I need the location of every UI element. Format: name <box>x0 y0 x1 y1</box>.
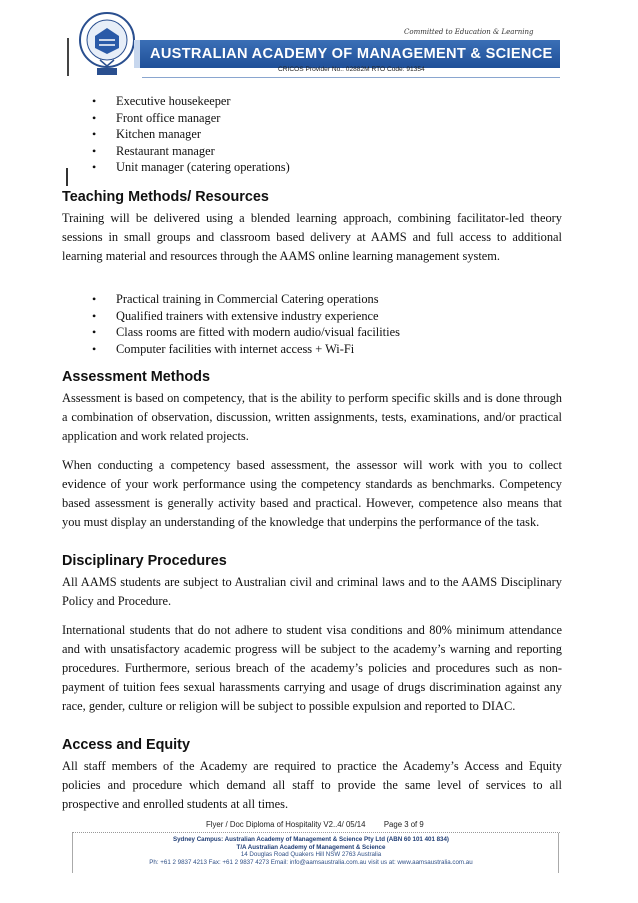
list-item: • Restaurant manager <box>92 143 290 160</box>
disciplinary-paragraph-2: International students that do not adhere to student visa conditions and 80% minimum attendance and with unsatisfactory academic progress will be subject to the academy’s warning and reporting procedures. Furthermore, serious breach of the academy’s policies and procedures such as non-payment of tuition fees sexual harassments carrying and usage of drugs discrimination against any race, gender, culture or religion will be subject to possible expulsion and reported to DIAC. <box>62 623 562 713</box>
footer-left-rule <box>72 833 73 873</box>
header-divider <box>142 77 560 78</box>
teaching-heading: Teaching Methods/ Resources <box>62 189 269 205</box>
list-item: • Class rooms are fitted with modern audio/visual facilities <box>92 324 400 341</box>
list-item: • Qualified trainers with extensive industry experience <box>92 308 400 325</box>
careers-list <box>92 93 290 176</box>
contact-line: Ph: +61 2 9837 4213 Fax: +61 2 9837 4273 Email: info@aamsaustralia.com.au visit us at: www.aamsaustralia.com.au <box>149 858 473 866</box>
disciplinary-heading: Disciplinary Procedures <box>62 553 227 569</box>
assessment-heading: Assessment Methods <box>62 369 210 385</box>
footer-right-rule <box>558 833 559 873</box>
list-item: • Kitchen manager <box>92 126 290 143</box>
assessment-paragraph-2: When conducting a competency based assessment, the assessor will work with you to collect evidence of your work performance using the competency standards as benchmarks. Competency based assessment is generally activity based and practical. However, competence also means that you must display an understanding of the knowledge that underpins the performance of the task. <box>62 458 562 529</box>
footer-reference <box>206 820 424 829</box>
access-heading: Access and Equity <box>62 737 190 753</box>
campus-line: Sydney Campus: Australian Academy of Management & Science Pty Ltd (ABN 60 101 401 834) <box>172 836 449 843</box>
list-item: • Computer facilities with internet access + Wi-Fi <box>92 341 400 358</box>
teaching-paragraph: Training will be delivered using a blended learning approach, combining facilitator-led theory sessions in small groups and classroom based delivery at AAMS and full access to additional learning material and resources through the AAMS online learning management system. <box>62 211 562 263</box>
footer-divider <box>72 832 560 833</box>
list-item: • Practical training in Commercial Catering operations <box>92 291 400 308</box>
doc-reference: Flyer / Doc Diploma of Hospitality V2..4/ 05/14 <box>206 820 366 829</box>
list-item: • Executive housekeeper <box>92 93 290 110</box>
cricos-provider: CRICOS Provider No.: 02882M RTO Code: 91354 <box>278 66 425 73</box>
header-motto: Committed to Education & Learning <box>404 28 534 36</box>
address-line: 14 Douglas Road Quakers Hill NSW 2763 Australia <box>240 851 382 859</box>
header-left-rule <box>67 38 69 76</box>
teaching-resources-list <box>92 291 400 357</box>
institution-name: AUSTRALIAN ACADEMY OF MANAGEMENT & SCIENCE <box>150 46 553 62</box>
list-item: • Unit manager (catering operations) <box>92 159 290 176</box>
assessment-paragraph-1: Assessment is based on competency, that is the ability to perform specific skills and is done through a combination of observation, discussion, written assignments, tests, examinations, and/or practical application and work related projects. <box>62 391 562 443</box>
section-marker <box>66 168 68 186</box>
footer-contact-block <box>106 836 516 866</box>
disciplinary-paragraph-1: All AAMS students are subject to Australian civil and criminal laws and to the AAMS Disciplinary Policy and Procedure. <box>62 575 562 608</box>
list-item: • Front office manager <box>92 110 290 127</box>
access-paragraph: All staff members of the Academy are required to practice the Academy’s Access and Equity policies and procedure which demand all staff to provide the same level of services to all prospective and enrolled students at all times. <box>62 759 562 811</box>
page-number: Page 3 of 9 <box>383 820 424 829</box>
academy-logo <box>76 10 138 80</box>
trading-as-line: T/A Australian Academy of Management & Science <box>236 843 386 851</box>
